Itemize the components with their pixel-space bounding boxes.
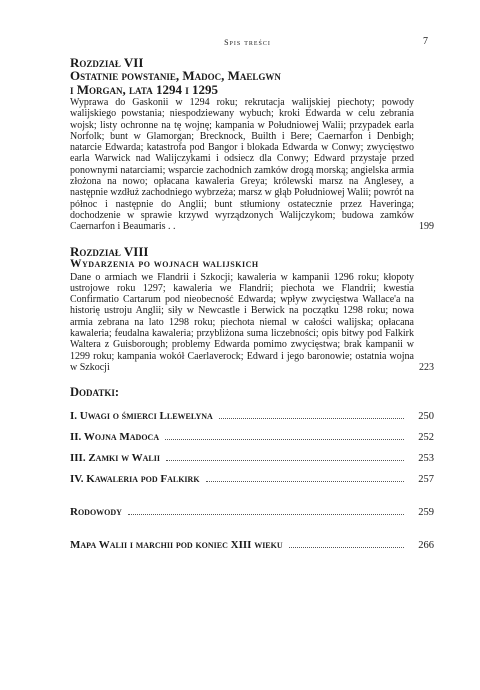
toc-row <box>70 410 434 431</box>
chapter-page-number: 223 <box>419 361 434 373</box>
dot-leader <box>165 439 404 440</box>
dot-leader <box>289 547 404 548</box>
chapter-title: Ostatnie powstanie, Madoc, Maelgwn <box>70 68 281 83</box>
toc-row <box>70 539 434 560</box>
toc-entry-page: 257 <box>418 474 434 486</box>
toc-entry-page: 266 <box>418 540 434 552</box>
page-number: 7 <box>423 36 428 47</box>
toc-entry-title: Mapa Walii i marchii pod koniec XIII wieku <box>70 539 283 552</box>
chapter-7-entry <box>70 55 434 233</box>
toc-content <box>70 55 434 560</box>
toc-entry-page: 250 <box>418 411 434 423</box>
chapter-summary <box>70 271 434 374</box>
appendix-heading: Dodatki: <box>70 385 120 400</box>
dot-leader <box>166 460 404 461</box>
toc-entry-page: 259 <box>418 507 434 519</box>
chapter-page-number: 199 <box>419 221 434 233</box>
chapter-number: Rozdział VIII <box>70 243 149 259</box>
toc-entry-title: II. Wojna Madoca <box>70 431 160 444</box>
toc-entry-title: III. Zamki w Walii <box>70 452 160 465</box>
dot-leader <box>206 481 404 482</box>
toc-row <box>70 431 434 452</box>
dot-leader <box>128 514 404 515</box>
chapter-8-entry <box>70 243 434 374</box>
running-title: Spis treści <box>224 38 271 47</box>
chapter-title: Wydarzenia po wojnach walijskich <box>70 257 259 270</box>
chapter-summary-text: Wyprawa do Gaskonii w 1294 roku; rekrutacja walijskiej piechoty; powody walijskiego powstania; niespodziewany wybuch; kroki Edwarda w celu zebrania wojsk; listy ochronne na tę wojnę; kampania w Południowej Walii; przypadek earla Norfolk; bunt w Glamorgan; Brecknock, Builth i Bere; Caernarfon i Denbigh; natarcie Edwarda; katastrofa pod Bangor i blokada Edwarda w Conwy; zwycięstwo earla Warwick nad Walijczykami i odsiecz dla Conwy; Edward przystaje przed ponownymi natarciami; wsparcie zachodnich zamków drogą morską; angielska armia złożona na nowo; opłacana kawaleria Greya; królewski marsz na Anglesey, a następnie wzdłuż zachodniego wybrzeża; marsz w głąb Południowej Walii; powrót na północ i następnie do Anglii; bunt stłumiony ostatecznie przez Haveringa; dochodzenie w sprawie krzywd wyrządzonych Walijczykom; budowa zamków Caernarfon i Beaumaris . . <box>70 97 414 233</box>
chapter-number: Rozdział VII <box>70 55 144 70</box>
toc-entry-title: Rodowody <box>70 506 122 519</box>
toc-entry-page: 252 <box>418 432 434 444</box>
toc-row <box>70 452 434 473</box>
chapter-summary <box>70 97 434 233</box>
chapter-summary-text: Dane o armiach we Flandrii i Szkocji; kawaleria w kampanii 1296 roku; kłopoty ustrojowe roku 1297; kawaleria we Flandrii; piechota we Flandrii; kwestia Confirmatio Cartarum pod nieobecność Edwarda; wpływ zwycięstwa Wallace'a na historię ustroju Anglii; siły w Newcastle i Berwick na początku 1298 roku; nowa armia zebrana na lato 1298 roku; piechota niemal w całości walijska; opłacana kawaleria; feudalna kawaleria; przybliżona suma liczebności; opis bitwy pod Falkirk Waltera z Guisborough; problemy Edwarda pomimo zwycięstwa; brak kampanii w 1299 roku; kampania wokół Caerlaverock; Edward i jego baronowie; ostatnia wojna w Szkocji <box>70 271 414 373</box>
toc-entry-title: IV. Kawaleria pod Falkirk <box>70 473 200 486</box>
toc-row <box>70 473 434 494</box>
toc-entry-title: I. Uwagi o śmierci Llewelyna <box>70 410 213 423</box>
toc-row <box>70 506 434 527</box>
chapter-title: i Morgan, lata 1294 i 1295 <box>70 82 218 97</box>
toc-entry-page: 253 <box>418 453 434 465</box>
dot-leader <box>219 418 404 419</box>
